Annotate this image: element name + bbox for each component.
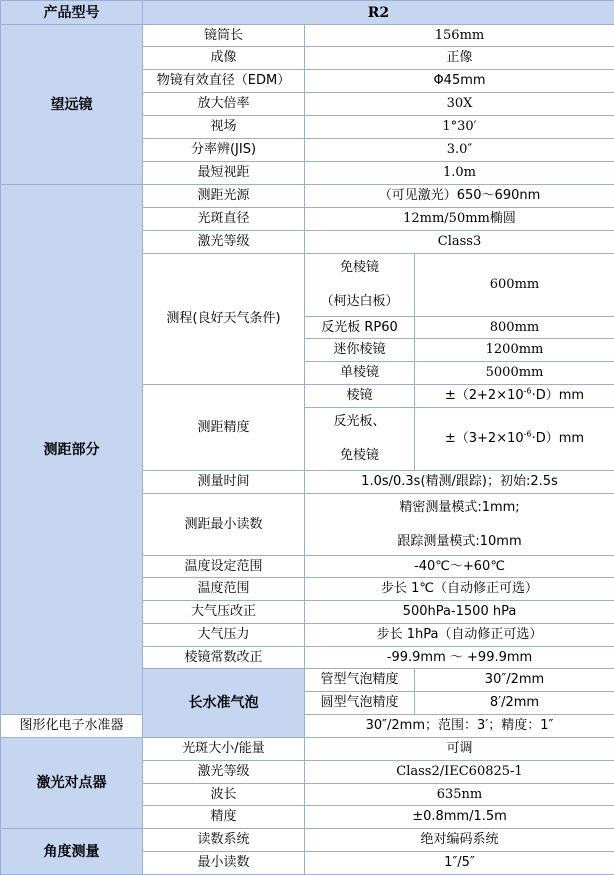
row-value: Φ45mm xyxy=(305,70,614,93)
row-label: 激光等级 xyxy=(143,231,305,254)
section-telescope: 望远镜 xyxy=(1,25,143,185)
section-plummet: 激光对点器 xyxy=(1,738,143,829)
row-label: 温度设定范围 xyxy=(143,556,305,578)
range-value: 600mm xyxy=(415,254,614,317)
min-reading-line1: 精密测量模式:1mm; xyxy=(307,500,612,516)
row-label: 棱镜常数改正 xyxy=(143,647,305,669)
row-label: 图形化电子水准器 xyxy=(1,715,143,738)
range-target xyxy=(305,254,415,317)
row-value: 635nm xyxy=(305,784,614,806)
row-value: Class2/IEC60825-1 xyxy=(305,761,614,784)
row-value: 3.0″ xyxy=(305,139,614,162)
row-value: 30″/2mm xyxy=(415,669,614,692)
row-value: 1.0m xyxy=(305,162,614,185)
accuracy-value: $\pm(2+2\times 10^{-6}\cdot D)mm$ xyxy=(415,385,614,408)
accuracy-value: $\pm(3+2\times 10^{-6}\cdot D)mm$ xyxy=(415,408,614,471)
row-label: 分率辨(JIS) xyxy=(143,139,305,162)
row-value: 12mm/50mm椭圆 xyxy=(305,208,614,231)
row-value: Class3 xyxy=(305,231,614,254)
row-label: 精度 xyxy=(143,806,305,829)
section-angle: 角度测量 xyxy=(1,829,143,875)
row-label: 放大倍率 xyxy=(143,93,305,116)
section-distance: 测距部分 xyxy=(1,185,143,715)
row-value: 30″/2mm；范围：3′；精度：1″ xyxy=(305,715,614,738)
table-row xyxy=(1,185,614,208)
row-label: 视场 xyxy=(143,116,305,139)
row-value: 步长 1hPa（自动修正可选） xyxy=(305,624,614,647)
row-value: 1°30′ xyxy=(305,116,614,139)
row-label: 大气压力 xyxy=(143,624,305,647)
min-reading-line2: 跟踪测量模式:10mm xyxy=(307,534,612,550)
row-label: 物镜有效直径（EDM） xyxy=(143,70,305,93)
row-value: -40℃～+60℃ xyxy=(305,556,614,578)
row-label: 光斑大小/能量 xyxy=(143,738,305,761)
range-target: 反光板 RP60 xyxy=(305,317,415,339)
range-target-line1: 免棱镜 xyxy=(307,260,412,276)
row-label: 温度范围 xyxy=(143,578,305,601)
row-value: （可见激光）650～690nm xyxy=(305,185,614,208)
table-row xyxy=(1,715,614,738)
row-label: 读数系统 xyxy=(143,829,305,852)
row-label: 最小读数 xyxy=(143,852,305,875)
row-value: 可调 xyxy=(305,738,614,761)
row-value: 30X xyxy=(305,93,614,116)
row-value: 156mm xyxy=(305,25,614,47)
header-model: R2 xyxy=(143,1,614,25)
row-value: -99.9mm ～ +99.9mm xyxy=(305,647,614,669)
accuracy-target-line1: 反光板、 xyxy=(307,414,412,430)
table-row xyxy=(1,25,614,47)
row-value: 正像 xyxy=(305,47,614,70)
row-value: 8′/2mm xyxy=(415,692,614,715)
row-label: 光斑直径 xyxy=(143,208,305,231)
section-level: 长水准气泡 xyxy=(143,669,305,738)
row-value: 500hPa-1500 hPa xyxy=(305,601,614,624)
row-label: 测距最小读数 xyxy=(143,494,305,556)
row-value: 步长 1℃（自动修正可选） xyxy=(305,578,614,601)
table-row xyxy=(1,738,614,761)
row-label: 管型气泡精度 xyxy=(305,669,415,692)
accuracy-target xyxy=(305,408,415,471)
row-value: 绝对编码系统 xyxy=(305,829,614,852)
row-value: 1.0s/0.3s(精测/跟踪)；初始:2.5s xyxy=(305,471,614,494)
range-value: 1200mm xyxy=(415,339,614,362)
row-label: 波长 xyxy=(143,784,305,806)
table-row xyxy=(1,829,614,852)
row-label: 最短视距 xyxy=(143,162,305,185)
row-label: 镜筒长 xyxy=(143,25,305,47)
row-value: 1″/5″ xyxy=(305,852,614,875)
header-row xyxy=(1,1,614,25)
range-value: 5000mm xyxy=(415,362,614,385)
row-label: 成像 xyxy=(143,47,305,70)
range-value: 800mm xyxy=(415,317,614,339)
row-value xyxy=(305,494,614,556)
row-label: 激光等级 xyxy=(143,761,305,784)
accuracy-target: 棱镜 xyxy=(305,385,415,408)
row-label: 圆型气泡精度 xyxy=(305,692,415,715)
row-label: 测量时间 xyxy=(143,471,305,494)
row-value: ±0.8mm/1.5m xyxy=(305,806,614,829)
row-label: 测距光源 xyxy=(143,185,305,208)
header-label: 产品型号 xyxy=(1,1,143,25)
range-target-line2: （柯达白板） xyxy=(307,294,412,310)
range-label: 测程(良好天气条件) xyxy=(143,254,305,385)
range-target: 迷你棱镜 xyxy=(305,339,415,362)
accuracy-label: 测距精度 xyxy=(143,385,305,471)
range-target: 单棱镜 xyxy=(305,362,415,385)
accuracy-target-line2: 免棱镜 xyxy=(307,448,412,464)
row-label: 大气压改正 xyxy=(143,601,305,624)
